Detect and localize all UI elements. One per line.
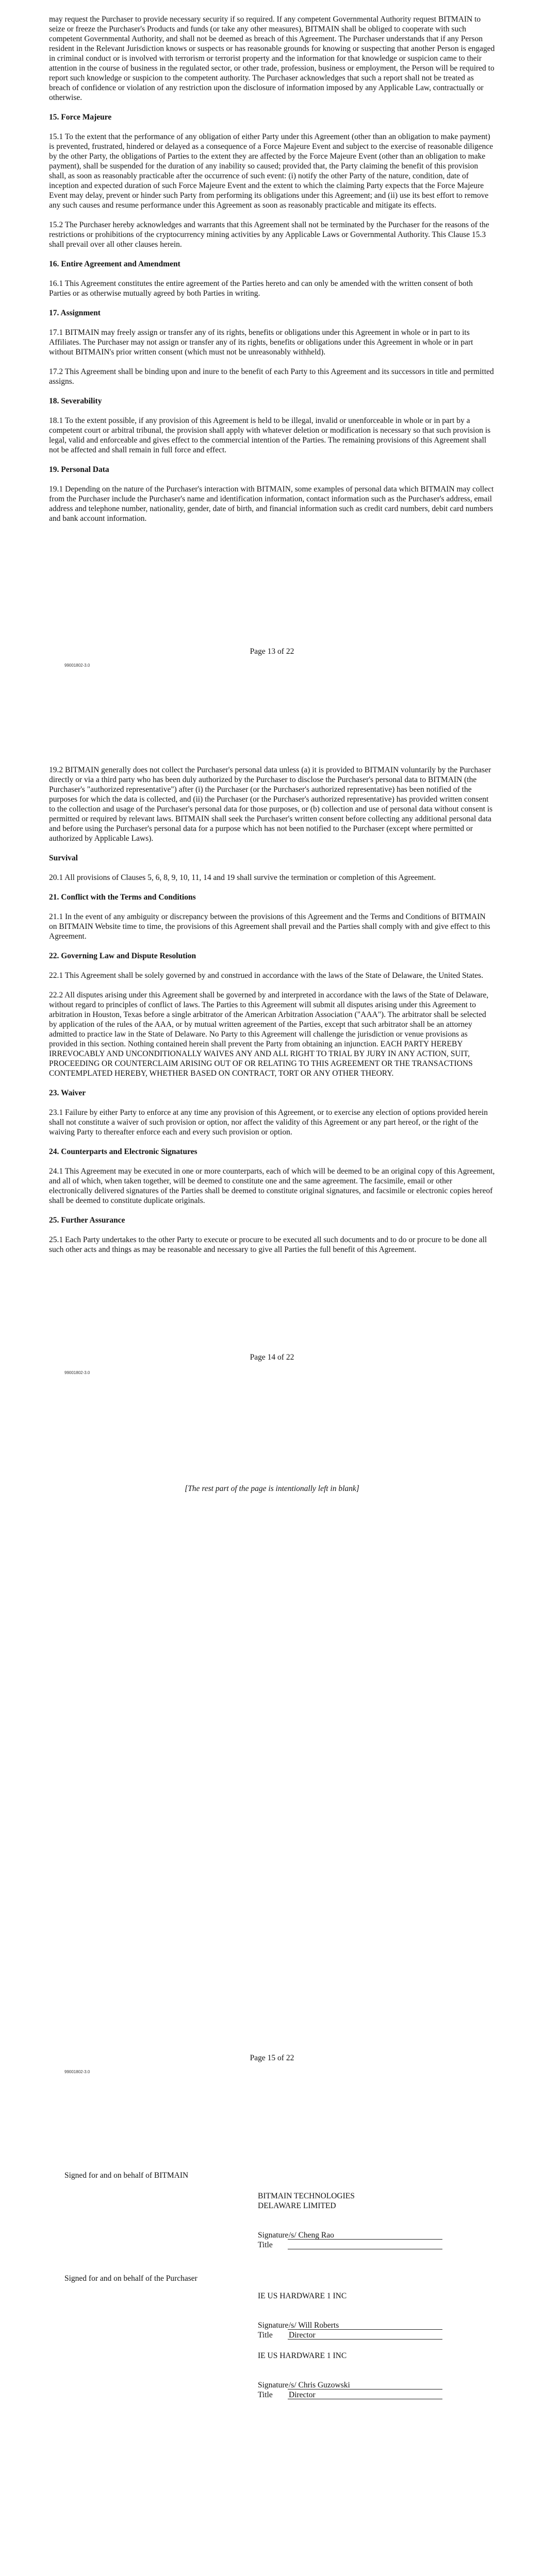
purchaser-1-signature-value: /s/ Will Roberts xyxy=(289,2321,339,2330)
bitmain-signature-block xyxy=(258,2191,464,2250)
page-number: Page 14 of 22 xyxy=(250,1353,294,1362)
intentionally-blank-note: [The rest part of the page is intentionally left in blank] xyxy=(185,1484,359,1493)
bitmain-title-value xyxy=(288,2241,289,2249)
heading-survival: Survival xyxy=(49,854,78,862)
heading-governing-law: 22. Governing Law and Dispute Resolution xyxy=(49,952,196,960)
purchaser-1-title-row xyxy=(258,2330,464,2340)
page-number: Page 13 of 22 xyxy=(250,647,294,656)
purchaser-1-title-value: Director xyxy=(289,2331,316,2340)
signed-on-behalf-purchaser: Signed for and on behalf of the Purchaser xyxy=(64,2274,197,2283)
clause-23-1: 23.1 Failure by either Party to enforce at any time any provision of this Agreement, or to exercise any election of options provided herein shall not constitute a waiver of such provision or option, nor affect the validity of this Agreement or any part hereof, or the right of the waiving Party to thereafter enforce each and every such provision or option. xyxy=(49,1108,488,1137)
bitmain-title-row xyxy=(258,2240,464,2250)
heading-severability: 18. Severability xyxy=(49,397,102,405)
clause-18-1: 18.1 To the extent possible, if any provision of this Agreement is held to be illegal, invalid or unenforceable in whole or in part by a competent court or arbitral tribunal, the provision shall apply with whatever deletion or modification is necessary so that such provision is legal, valid and enforceable and gives effect to the commercial intention of the Parties. The remaining provisions of this Agreement shall not be affected and shall remain in full force and effect. xyxy=(49,416,491,454)
signature-label: Signature xyxy=(258,2321,289,2330)
heading-personal-data: 19. Personal Data xyxy=(49,465,109,474)
clause-22-2: 22.2 All disputes arising under this Agreement shall be governed by and interpreted in accordance with the laws of the State of Delaware, without regard to principles of conflict of laws. The Parties to this Agreement will submit all disputes arising under this Agreement to arbitration in Houston, Texas before a single arbitrator of the American Arbitration Association ("AAA"). The arbitrator shall be selected by application of the rules of the AAA, or by mutual written agreement of the Parties, except that such arbitrator shall be an attorney admitted to practice law in the State of Delaware. No Party to this Agreement will challenge the jurisdiction or venue provisions as provided in this section. Nothing contained herein shall prevent the Party from obtaining an injunction. EACH PARTY HEREBY IRREVOCABLY AND UNCONDITIONALLY WAIVES ANY AND ALL RIGHT TO TRIAL BY JURY IN ANY ACTION, SUIT, PROCEEDING OR COUNTERCLAIM ARISING OUT OF OR RELATING TO THIS AGREEMENT OR THE TRANSACTIONS CONTEMPLATED HEREBY, WHETHER BASED ON CONTRACT, TORT OR ANY OTHER THEORY. xyxy=(49,991,489,1078)
clause-15-1: 15.1 To the extent that the performance of any obligation of either Party under this Agreement (other than an obligation to make payment) is prevented, frustrated, hindered or delayed as a consequence of a Force Majeure Event and subject to the exercise of reasonable diligence by the other Party, the obligations of Parties to the extent they are affected by the Force Majeure Event (other than an obligation to make payment), shall be suspended for the duration of any inability so caused; provided that, the Party claiming the benefit of this provision shall, as soon as reasonably practicable after the occurrence of such event: (i) notify the other Party of the nature, condition, date of inception and expected duration of such Force Majeure Event and the extent to which the claiming Party expects that the Force Majeure Event may delay, prevent or hinder such Party from performing its obligations under this Agreement; and (ii) use its best effort to remove any such causes and resume performance under this Agreement as soon as reasonably practicable and mitigate its effects. xyxy=(49,132,493,210)
page-13-content xyxy=(49,14,495,533)
title-line xyxy=(288,2390,442,2399)
page-13 xyxy=(0,0,544,703)
signature-label: Signature xyxy=(258,2381,289,2389)
signature-line xyxy=(288,2320,442,2330)
purchaser-2-signature-block xyxy=(258,2351,464,2400)
signed-on-behalf-bitmain: Signed for and on behalf of BITMAIN xyxy=(64,2171,189,2180)
heading-force-majeure: 15. Force Majeure xyxy=(49,113,112,122)
heading-further-assurance: 25. Further Assurance xyxy=(49,1216,125,1225)
purchaser-1-signature-row xyxy=(258,2320,464,2330)
bitmain-signature-row xyxy=(258,2230,464,2240)
purchaser-2-signature-row xyxy=(258,2380,464,2390)
clause-15-2: 15.2 The Purchaser hereby acknowledges and warrants that this Agreement shall not be terminated by the Purchaser for the reasons of the restrictions or prohibitions of the cryptocurrency mining activities by any Applicable Laws or Governmental Authority. This Clause 15.3 shall prevail over all other clauses herein. xyxy=(49,221,489,249)
heading-conflict: 21. Conflict with the Terms and Conditions xyxy=(49,893,196,902)
clause-20-1: 20.1 All provisions of Clauses 5, 6, 8, 9, 10, 11, 14 and 19 shall survive the termination or completion of this Agreement. xyxy=(49,873,436,882)
page-14 xyxy=(0,703,544,1406)
purchaser-2-title-value: Director xyxy=(289,2391,316,2399)
clause-17-2: 17.2 This Agreement shall be binding upon and inure to the benefit of each Party to this Agreement and its successors in title and permitted assigns. xyxy=(49,367,494,386)
title-label: Title xyxy=(258,2391,273,2399)
clause-17-1: 17.1 BITMAIN may freely assign or transfer any of its rights, benefits or obligations under this Agreement in whole or in part to its Affiliates. The Purchaser may not assign or transfer any of its rights, benefits or obligations under this Agreement in whole or in part without BITMAIN's prior written consent (which must not be unreasonably withheld). xyxy=(49,328,473,357)
doc-id: 99001802-3.0 xyxy=(64,1370,90,1375)
bitmain-company-name-line-1: BITMAIN TECHNOLOGIES xyxy=(258,2192,355,2200)
page-14-content xyxy=(49,765,495,1264)
bitmain-company-name-line-2: DELAWARE LIMITED xyxy=(258,2201,336,2210)
clause-25-1: 25.1 Each Party undertakes to the other Party to execute or procure to be executed all such documents and to do or procure to be done all such other acts and things as may be reasonable and necessary to give all Parties the full benefit of this Agreement. xyxy=(49,1235,487,1254)
signature-line xyxy=(288,2230,442,2240)
title-line xyxy=(288,2330,442,2340)
purchaser-2-signature-value: /s/ Chris Guzowski xyxy=(289,2381,350,2389)
heading-entire-agreement: 16. Entire Agreement and Amendment xyxy=(49,260,180,268)
clause-24-1: 24.1 This Agreement may be executed in one or more counterparts, each of which will be deemed to be an original copy of this Agreement, and all of which, when taken together, will be deemed to constitute one and the same agreement. The facsimile, email or other electronically delivered signatures of the Parties shall be deemed to constitute original signatures, and facsimile or electronic copies hereof shall be deemed to constitute duplicate originals. xyxy=(49,1167,495,1205)
clause-16-1: 16.1 This Agreement constitutes the entire agreement of the Parties hereto and can only be amended with the written consent of both Parties or as otherwise mutually agreed by both Parties in writing. xyxy=(49,279,473,298)
title-label: Title xyxy=(258,2331,273,2340)
bitmain-signature-value: /s/ Cheng Rao xyxy=(289,2231,334,2240)
purchaser-1-company-name: IE US HARDWARE 1 INC xyxy=(258,2292,347,2300)
title-label: Title xyxy=(258,2241,273,2249)
purchaser-2-title-row xyxy=(258,2390,464,2400)
clause-19-1: 19.1 Depending on the nature of the Purchaser's interaction with BITMAIN, some examples of personal data which BITMAIN may collect from the Purchaser include the Purchaser's name and identification information, contact information such as the Purchaser's address, email address and telephone number, nationality, gender, date of birth, and financial information such as credit card numbers, debit card numbers and bank account information. xyxy=(49,485,494,523)
doc-id: 99001802-3.0 xyxy=(64,663,90,668)
signature-line xyxy=(288,2380,442,2389)
heading-waiver: 23. Waiver xyxy=(49,1089,86,1097)
intro-paragraph: may request the Purchaser to provide necessary security if so required. If any competent Governmental Authority request BITMAIN to seize or freeze the Purchaser's Products and funds (or take any other measures), BITMAIN shall be obliged to cooperate with such competent Governmental Authority, and shall not be deemed as breach of this Agreement. The Purchaser understands that if any Person resident in the Relevant Jurisdiction knows or suspects or has reasonable grounds for knowing or suspecting that another Person is engaged in criminal conduct or is involved with terrorism or terrorist property and the information for that knowledge or suspicion came to their attention in the course of business in the regulated sector, or other trade, profession, business or employment, the Person will be required to report such knowledge or suspicion to the competent authority. The Purchaser acknowledges that such a report shall not be treated as breach of confidence or violation of any restriction upon the disclosure of information imposed by any Applicable Law, contractually or otherwise. xyxy=(49,15,495,102)
doc-id: 99001802-3.0 xyxy=(64,2070,90,2074)
page-15 xyxy=(0,1406,544,2110)
title-line xyxy=(288,2240,442,2249)
page-number: Page 15 of 22 xyxy=(250,2054,294,2062)
purchaser-2-company-name: IE US HARDWARE 1 INC xyxy=(258,2351,347,2360)
clause-22-1: 22.1 This Agreement shall be solely governed by and construed in accordance with the laws of the State of Delaware, the United States. xyxy=(49,971,484,980)
heading-assignment: 17. Assignment xyxy=(49,309,101,317)
clause-21-1: 21.1 In the event of any ambiguity or discrepancy between the provisions of this Agreement and the Terms and Conditions of BITMAIN on BITMAIN Website time to time, the provisions of this Agreement shall prevail and the Parties shall comply with and give effect to this Agreement. xyxy=(49,912,490,941)
purchaser-1-signature-block xyxy=(258,2291,464,2340)
heading-counterparts: 24. Counterparts and Electronic Signatures xyxy=(49,1147,197,1156)
signature-label: Signature xyxy=(258,2231,289,2240)
clause-19-2: 19.2 BITMAIN generally does not collect the Purchaser's personal data unless (a) it is provided to BITMAIN voluntarily by the Purchaser directly or via a third party who has been duly authorized by the Purchaser to disclose the Purchaser's personal data to BITMAIN (the Purchaser's "authorized representative") after (i) the Purchaser (or the Purchaser's authorized representative) has been notified of the purposes for which the data is collected, and (ii) the Purchaser (or the Purchaser's authorized representative) has provided written consent to the collection and usage of the Purchaser's personal data for those purposes, or (b) collection and use of personal data without consent is permitted or required by relevant laws. BITMAIN shall seek the Purchaser's written consent before collecting any additional personal data and before using the Purchaser's personal data for a purpose which has not been notified to the Purchaser (except where permitted or authorized by Applicable Laws). xyxy=(49,766,493,843)
page-16 xyxy=(0,2110,544,2576)
